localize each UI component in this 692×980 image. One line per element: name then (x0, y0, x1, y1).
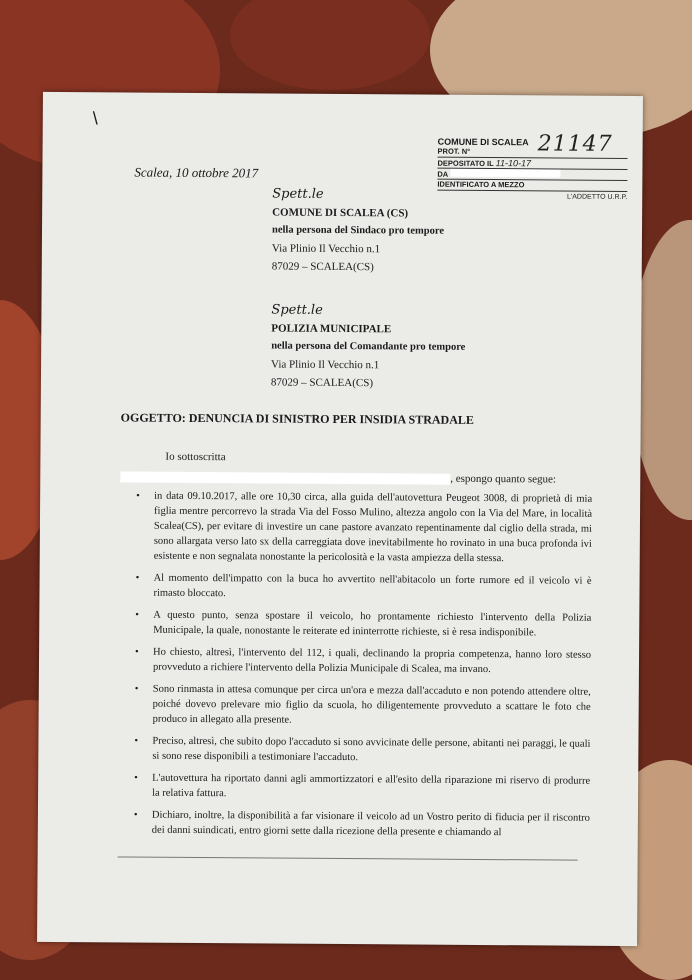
recipient-city: 87029 – SCALEA(CS) (271, 260, 374, 274)
recipient-name: POLIZIA MUNICIPALE (271, 322, 392, 336)
redaction-box (120, 471, 450, 484)
stamp-footer: L'ADDETTO U.R.P. (567, 193, 628, 201)
letter-sheet (37, 92, 643, 946)
recipient-city: 87029 – SCALEA(CS) (270, 376, 374, 390)
statement-list (130, 489, 592, 848)
bottom-divider (118, 856, 578, 860)
list-item: • Sono rinmasta in attesa comunque per circa un'ora e mezza dall'accaduto e non potendo attendere oltre, poiché dovevo prelevare mio figlio da scuola, ho diligentemente provveduto a scattare le foto che produco in allegato alla presente. (131, 682, 591, 730)
place-and-date: Scalea, 10 ottobre 2017 (134, 164, 259, 181)
recipient-address-1 (272, 186, 445, 277)
stamp-row-identificato: IDENTIFICATO A MEZZO (437, 180, 627, 192)
list-item: • Ho chiesto, altresì, l'intervento del 112, i quali, declinando la propria competenza, hanno loro stesso provveduto a richiere l'intervento della Polizia Municipale di Scalea, ma invano. (131, 645, 591, 678)
salutation: Spett.le (271, 302, 323, 318)
list-item: • in data 09.10.2017, alle ore 10,30 circa, alla guida dell'autovettura Peugeot 3008, di proprietà di mia figlia mentre percorrevo la strada Via del Fosso Mulino, altezza angolo con la Via del Mare, in località Scalea(CS), per evitare di investire un cane pastore avanzato repentinamente dal ciglio della strada, mi sono allargata verso lato sx della carreggiata dove inevitabilmente ho rovinato in una buca profonda ivi esistente e non segnalata nonostante la pericolosità e la vasta ampiezza della stessa. (132, 489, 593, 567)
list-item: • Al momento dell'impatto con la buca ho avvertito nell'abitacolo un forte rumore ed il veicolo vi è rimasto bloccato. (131, 571, 591, 604)
recipient-street: Via Plinio Il Vecchio n.1 (271, 358, 380, 372)
salutation: Spett.le (272, 186, 324, 202)
stamp-row-depositato: DEPOSITATO IL 11-10-17 (437, 158, 627, 170)
stamp-title: COMUNE DI SCALEA (437, 136, 529, 148)
recipient-street: Via Plinio Il Vecchio n.1 (271, 242, 381, 256)
stamp-row-da: DA (437, 169, 627, 181)
protocol-stamp (437, 131, 628, 201)
intro-end: , espongo quanto segue: (450, 472, 557, 486)
letter-subject: OGGETTO: DENUNCIA DI SINISTRO PER INSIDIA STRADALE (120, 410, 474, 427)
handwritten-protocol-number: 21147 (537, 131, 613, 157)
recipient-attn: nella persona del Comandante pro tempore (271, 340, 466, 353)
pen-mark: \ (92, 108, 98, 129)
recipient-name: COMUNE DI SCALEA (CS) (272, 206, 409, 220)
intro-start: Io sottoscritta (165, 450, 226, 464)
stamp-row-prot: PROT. N° (438, 147, 628, 159)
list-item: • Preciso, altresì, che subito dopo l'accaduto si sono avvicinate delle persone, abitanti nei paraggi, le quali si sono rese disponibili a testimoniare l'accaduto. (130, 734, 590, 767)
redaction-box (450, 169, 560, 178)
intro-line (120, 470, 590, 485)
handwritten-date: 11-10-17 (495, 158, 532, 169)
list-item: • Dichiaro, inoltre, la disponibilità a far visionare il veicolo ad un Vostro perito di fiducia per il riscontro dei danni suindicati, entro giorni sette dalla ricezione della presente e chiamando al (130, 808, 590, 841)
fabric-pattern (230, 0, 430, 90)
recipient-attn: nella persona del Sindaco pro tempore (271, 224, 445, 237)
recipient-address-2 (271, 302, 466, 393)
list-item: • L'autovettura ha riportato danni agli ammortizzatori e all'esito della riparazione mi riservo di produrre la relativa fattura. (130, 771, 590, 804)
list-item: • A questo punto, senza spostare il veicolo, ho prontamente richiesto l'intervento della Polizia Municipale, la quale, nonostante le reiterate ed ininterrotte richieste, si è resa indisponibile. (131, 608, 591, 641)
